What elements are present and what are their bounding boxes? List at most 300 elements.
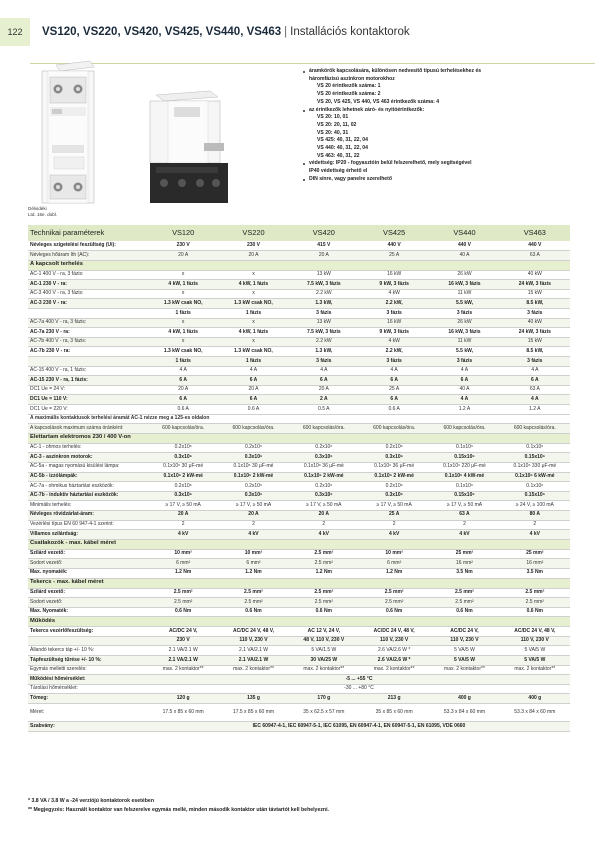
table-row: [28, 299, 570, 309]
parameter-value: 20 A: [148, 251, 218, 261]
parameter-label: AC-15 400 V - ra, 1 fázis:: [28, 366, 148, 376]
table-section-heading: [28, 260, 570, 270]
parameter-value: 0.3x10⁶: [148, 491, 218, 501]
parameter-value: 26 kW: [429, 318, 499, 328]
title-separator: |: [284, 26, 288, 38]
parameter-value: 400 g: [500, 694, 570, 704]
parameter-value: 0.2x10⁶: [218, 443, 288, 453]
table-row: [28, 462, 570, 472]
header-model: VS120: [148, 225, 218, 241]
parameter-value: 0.1x10⁶ 30 μF-mé: [148, 462, 218, 472]
parameter-value: 0.1x10⁶ 220 μF-mé: [429, 462, 499, 472]
table-section-heading: [28, 539, 570, 549]
parameter-value: 0.1x10⁶ 36 μF-mé: [359, 462, 429, 472]
header-model: VS420: [289, 225, 359, 241]
parameter-label: AC-3 - aszinkron motorok:: [28, 453, 148, 463]
parameter-value: 80 A: [500, 510, 570, 520]
section-title: Működés: [28, 617, 570, 627]
parameter-value: 4 kV: [429, 530, 499, 540]
table-row: [28, 694, 570, 704]
table-row: [28, 366, 570, 376]
parameter-value: 2.2 kW: [289, 337, 359, 347]
parameter-value: x: [148, 318, 218, 328]
parameter-value: 1.3 kW csak NO,: [218, 299, 288, 309]
feature-sub-item: VS 20 érintkezők száma: 2: [317, 91, 381, 98]
parameter-value: x: [148, 289, 218, 299]
parameter-value: 25 mm²: [500, 549, 570, 559]
parameter-value: 20 A: [289, 385, 359, 395]
parameter-label: Szilárd vezető:: [28, 588, 148, 598]
parameter-value: 0.1x10⁶ 6 kW-mé: [500, 472, 570, 482]
parameter-value: max. 2 kontaktor**: [500, 665, 570, 675]
parameter-value: 2.1 VA/2.1 W: [218, 656, 288, 666]
parameter-value: 2: [500, 520, 570, 530]
table-row: [28, 559, 570, 569]
parameter-value: 0.2x10⁶: [359, 482, 429, 492]
parameter-value: 2.5 mm²: [289, 588, 359, 598]
parameter-value: max. 2 kontaktor**: [218, 665, 288, 675]
parameter-value: 63 A: [500, 385, 570, 395]
parameter-value: 0.3x10⁶: [359, 491, 429, 501]
header-model: VS463: [500, 225, 570, 241]
parameter-value: 0.2x10⁶: [289, 482, 359, 492]
parameter-value: 0.15x10⁶: [429, 491, 499, 501]
parameter-label: [28, 636, 148, 646]
parameter-value: 24 kW, 3 fázis: [500, 280, 570, 290]
table-row: [28, 568, 570, 578]
table-row: [28, 241, 570, 251]
parameter-label: Sodort vezető:: [28, 598, 148, 608]
parameter-value: 7.5 kW, 3 fázis: [289, 328, 359, 338]
parameter-value: x: [218, 270, 288, 280]
table-note-row: [28, 414, 570, 424]
parameter-value: 25 mm²: [429, 549, 499, 559]
parameter-value: AC/DC 24 V,: [148, 627, 218, 637]
parameter-value: 2.5 mm²: [429, 588, 499, 598]
parameter-value: 3 fázis: [500, 357, 570, 367]
parameter-value: 2.6 VA/2.6 W *: [359, 656, 429, 666]
header-model: VS440: [429, 225, 499, 241]
table-section-heading: [28, 433, 570, 443]
parameter-label: Szilárd vezető:: [28, 549, 148, 559]
table-row: [28, 704, 570, 722]
parameter-value: max. 2 kontaktor**: [429, 665, 499, 675]
table-row: [28, 472, 570, 482]
parameter-value: 7.5 kW, 3 fázis: [289, 280, 359, 290]
parameter-label: Tömeg:: [28, 694, 148, 704]
parameter-value: 53.3 x 84 x 60 mm: [500, 704, 570, 722]
table-section-heading: [28, 617, 570, 627]
parameter-value: 4 kW, 1 fázis: [148, 280, 218, 290]
parameter-value: x: [218, 289, 288, 299]
parameter-value: 1 fázis: [148, 357, 218, 367]
parameter-value: 0.6 Nm: [289, 607, 359, 617]
parameter-value: x: [218, 337, 288, 347]
table-row: [28, 520, 570, 530]
parameter-label: AC-5b - izzólámpák:: [28, 472, 148, 482]
table-row: [28, 405, 570, 415]
parameter-label: Méret:: [28, 704, 148, 722]
parameter-value: 16 mm²: [500, 559, 570, 569]
parameter-value: 2.5 mm²: [289, 598, 359, 608]
parameter-value: AC/DC 24 V,: [429, 627, 499, 637]
product-category: Installációs kontaktorok: [290, 26, 410, 38]
parameter-label: Névleges rövidzárlat-áram:: [28, 510, 148, 520]
table-row: [28, 453, 570, 463]
parameter-value: ≥ 17 V, ≥ 50 mA: [148, 501, 218, 511]
parameter-value: 15 kW: [500, 289, 570, 299]
parameter-value: 6 A: [289, 376, 359, 386]
parameter-value: 16 kW: [359, 270, 429, 280]
parameter-value: 0.6 Nm: [359, 607, 429, 617]
parameter-value: 0.6 Nm: [148, 607, 218, 617]
parameter-value: 3 fázis: [359, 309, 429, 319]
parameter-value: 1 fázis: [218, 309, 288, 319]
parameter-value-shared: IEC 60947-4-1, IEC 60947-5-1, IEC 61095, EN 60947-4-1, EN 60947-5-1, EN 61095, VDE 0660: [148, 722, 570, 732]
table-row: [28, 337, 570, 347]
parameter-label: AC-1 230 V - ra:: [28, 280, 148, 290]
parameter-value: 5 VA/5 W: [500, 656, 570, 666]
section-title: Csatlakozók - max. kábel méret: [28, 539, 570, 549]
header-parameter: Technikai paraméterek: [28, 225, 148, 241]
parameter-value: 25 A: [359, 385, 429, 395]
parameter-label: AC-3 230 V - ra:: [28, 299, 148, 309]
parameter-value-shared: -30 ... +80 °C: [148, 684, 570, 694]
parameter-value: 0.1x10⁶ 2 kW-mé: [289, 472, 359, 482]
table-row: [28, 443, 570, 453]
parameter-value: 1.2 Nm: [218, 568, 288, 578]
parameter-value: 0.3x10⁶: [218, 453, 288, 463]
photo-caption: [28, 206, 57, 218]
parameter-value: 13 kW: [289, 318, 359, 328]
parameter-value: 2: [429, 520, 499, 530]
parameter-value: 6 A: [429, 376, 499, 386]
parameter-value: 3 fázis: [429, 357, 499, 367]
table-row: [28, 385, 570, 395]
parameter-value: 2.5 mm²: [429, 598, 499, 608]
parameter-label: Vezérlési típus EN 60 947-4-1 szerint:: [28, 520, 148, 530]
parameter-value: 1.3 kW,: [289, 347, 359, 357]
parameter-value: 4 A: [429, 366, 499, 376]
parameter-value: 6 mm²: [148, 559, 218, 569]
parameter-value: 35 x 85 x 60 mm: [359, 704, 429, 722]
parameter-label: AC-7a - ohmikus háztartási eszközök:: [28, 482, 148, 492]
parameter-value: 1.2 A: [429, 405, 499, 415]
parameter-value: 0.6 Nm: [429, 607, 499, 617]
parameter-value: 3 fázis: [289, 357, 359, 367]
parameter-value: 0.1x10⁶: [429, 482, 499, 492]
parameter-value-shared: -5 ... +55 °C: [148, 675, 570, 685]
parameter-value: 2.1 VA/2.1 W: [148, 656, 218, 666]
parameter-value: 3 fázis: [500, 309, 570, 319]
parameter-value: 63 A: [500, 251, 570, 261]
table-row: [28, 347, 570, 357]
parameter-value: 1.3 kW,: [289, 299, 359, 309]
table-row: [28, 491, 570, 501]
parameter-value: 213 g: [359, 694, 429, 704]
parameter-value: 40 kW: [500, 318, 570, 328]
parameter-value: 9 kW, 3 fázis: [359, 328, 429, 338]
parameter-label: Villamos szilárdság:: [28, 530, 148, 540]
table-row: [28, 270, 570, 280]
table-row: [28, 675, 570, 685]
parameter-value: 5.5 kW,: [429, 299, 499, 309]
parameter-value: 9 kW, 3 fázis: [359, 280, 429, 290]
table-row: [28, 510, 570, 520]
table-row: [28, 289, 570, 299]
parameter-value: 230 V: [218, 241, 288, 251]
parameter-value: 0.1x10⁶ 330 μF-mé: [500, 462, 570, 472]
parameter-value: 0.6 A: [359, 405, 429, 415]
parameter-label: AC-7a 400 V - ra, 3 fázis:: [28, 318, 148, 328]
feature-sub-item: VS 463: 40, 31, 22: [317, 152, 360, 159]
feature-sub-item: VS 20: 20, 11, 02: [317, 121, 357, 128]
parameter-value: 4 kW, 1 fázis: [148, 328, 218, 338]
table-row: [28, 376, 570, 386]
contactor-product-photo: [28, 57, 228, 207]
parameter-value: 6 A: [359, 395, 429, 405]
parameter-value: 0.3x10⁶: [218, 491, 288, 501]
parameter-value: 5 VA/5 W: [500, 646, 570, 656]
parameter-value: 600 kapcsolás/óra.: [218, 424, 288, 434]
parameter-label: DC1 Ue = 110 V:: [28, 395, 148, 405]
parameter-value: 30 VA/25 W: [289, 656, 359, 666]
parameter-value: ≥ 17 V, ≥ 50 mA: [429, 501, 499, 511]
parameter-value: 4 kW, 1 fázis: [218, 328, 288, 338]
parameter-value: 0.2x10⁶: [289, 443, 359, 453]
parameter-value: 440 V: [359, 241, 429, 251]
parameter-value: 2 A: [289, 395, 359, 405]
parameter-value: 2: [289, 520, 359, 530]
table-row: [28, 395, 570, 405]
parameter-value: 4 A: [359, 366, 429, 376]
parameter-value: 0.5 A: [289, 405, 359, 415]
parameter-value: 230 V: [148, 241, 218, 251]
photo-caption-line: Délvidéki: [28, 206, 47, 211]
parameter-value: 600 kapcsolás/óra.: [148, 424, 218, 434]
parameter-value: 1.2 Nm: [359, 568, 429, 578]
parameter-value: x: [148, 270, 218, 280]
parameter-value: 6 mm²: [218, 559, 288, 569]
table-row: [28, 309, 570, 319]
parameter-value: 1.2 Nm: [148, 568, 218, 578]
parameter-label: AC-7a 230 V - ra:: [28, 328, 148, 338]
table-row: [28, 646, 570, 656]
parameter-value: 2.5 mm²: [359, 588, 429, 598]
parameter-value: 4 kV: [289, 530, 359, 540]
parameter-value: 63 A: [429, 510, 499, 520]
parameter-value: 0.6 Nm: [218, 607, 288, 617]
parameter-value: 2.1 VA/2.1 W: [148, 646, 218, 656]
parameter-label: Minimális terhelés:: [28, 501, 148, 511]
table-row: [28, 598, 570, 608]
contactor-narrow-unit: [42, 61, 94, 203]
parameter-value: 4 A: [148, 366, 218, 376]
table-row: [28, 656, 570, 666]
parameter-label: AC-3 400 V - ra, 3 fázis:: [28, 289, 148, 299]
parameter-label: AC-15 230 V - ra, 1 fázis:: [28, 376, 148, 386]
table-row: [28, 636, 570, 646]
parameter-value: 3 fázis: [429, 309, 499, 319]
parameter-value: 0.6 Nm: [500, 607, 570, 617]
parameter-label: Max. nyomaték:: [28, 568, 148, 578]
feature-item: háromfázisú aszinkron motorokhoz: [309, 75, 395, 82]
parameter-value: 2.5 mm²: [359, 598, 429, 608]
parameter-value: 3 fázis: [359, 357, 429, 367]
parameter-value: 6 A: [148, 376, 218, 386]
product-models: VS120, VS220, VS420, VS425, VS440, VS463: [42, 26, 282, 38]
parameter-value: 4 A: [429, 395, 499, 405]
parameter-value: 40 A: [429, 385, 499, 395]
table-row: [28, 627, 570, 637]
parameter-value: 16 kW, 3 fázis: [429, 328, 499, 338]
parameter-value: max. 2 kontaktor**: [148, 665, 218, 675]
parameter-value: 3.5 Nm: [429, 568, 499, 578]
feature-sub-item: VS 20: 40, 31: [317, 129, 349, 136]
table-row: [28, 357, 570, 367]
parameter-value: AC/DC 24 V, 48 V,: [500, 627, 570, 637]
parameter-value: 2: [359, 520, 429, 530]
parameter-value: 2.6 VA/2.6 W *: [359, 646, 429, 656]
parameter-value: 2.2 kW,: [359, 299, 429, 309]
parameter-value: AC 12 V, 24 V,: [289, 627, 359, 637]
parameter-value: 17.5 x 85 x 60 mm: [148, 704, 218, 722]
parameter-label: AC-7b 400 V - ra, 3 fázis:: [28, 337, 148, 347]
parameter-label: Tárolási hőmérséklet:: [28, 684, 148, 694]
parameter-value: 0.2x10⁶: [359, 443, 429, 453]
feature-item: DIN sínre, vagy panelre szerelhető: [303, 176, 593, 184]
parameter-value: 3.5 Nm: [500, 568, 570, 578]
feature-item: az érintkezők lehetnek záró- és nyitóérintkezők:: [303, 107, 593, 115]
table-header-row: [28, 225, 570, 241]
parameter-value: 2.2 kW,: [359, 347, 429, 357]
parameter-value: 20 A: [148, 510, 218, 520]
table-row: [28, 318, 570, 328]
parameter-value: 4 kW, 1 fázis: [218, 280, 288, 290]
parameter-value: 20 A: [218, 510, 288, 520]
parameter-value: ≥ 24 V, ≥ 100 mA: [500, 501, 570, 511]
parameter-value: 16 kW: [359, 318, 429, 328]
parameter-value: 1 fázis: [148, 309, 218, 319]
parameter-value: ≥ 17 V, ≥ 50 mA: [218, 501, 288, 511]
parameter-value: 0.2x10⁶: [218, 482, 288, 492]
parameter-value: 4 A: [500, 366, 570, 376]
table-row: [28, 424, 570, 434]
parameter-label: Állandó tekercs táp +/- 10 %:: [28, 646, 148, 656]
parameter-value: 2.5 mm²: [148, 588, 218, 598]
parameter-value: AC/DC 24 V, 48 V,: [359, 627, 429, 637]
parameter-value: 24 kW, 3 fázis: [500, 328, 570, 338]
parameter-label: Egymás melletti szerelés:: [28, 665, 148, 675]
parameter-value: 13 kW: [289, 270, 359, 280]
parameter-value: 5 VA/1.5 W: [289, 646, 359, 656]
parameter-value: 2.1 VA/2.1 W: [218, 646, 288, 656]
table-row: [28, 328, 570, 338]
parameter-value: 8.5 kW,: [500, 347, 570, 357]
parameter-value: 10 mm²: [359, 549, 429, 559]
parameter-value: 0.3x10⁶: [148, 453, 218, 463]
parameter-label: Max. Nyomaték:: [28, 607, 148, 617]
parameter-value: 5.5 kW,: [429, 347, 499, 357]
footnote: * 3.8 VA / 3.8 W a -24 verziójú kontaktorok esetében: [28, 798, 154, 804]
parameter-value: 2.5 mm²: [500, 588, 570, 598]
table-row: [28, 684, 570, 694]
page-title: [42, 18, 410, 46]
table-section-heading: [28, 578, 570, 588]
feature-sub-item: VS 20 érintkezők száma: 1: [317, 83, 381, 90]
parameter-label: Szabvány:: [28, 722, 148, 732]
parameter-value: 3 fázis: [289, 309, 359, 319]
parameter-value: 6 A: [218, 376, 288, 386]
table-row: [28, 665, 570, 675]
parameter-label: AC-1 400 V - ra, 3 fázis:: [28, 270, 148, 280]
header-model: VS425: [359, 225, 429, 241]
photo-caption-line: Ltd. 15e. dobl.: [28, 212, 58, 217]
parameter-value: 4 kW: [359, 289, 429, 299]
feature-list: [303, 68, 593, 184]
parameter-value: 0.6 A: [218, 405, 288, 415]
parameter-label: Névleges szigetelési feszültség (Ui):: [28, 241, 148, 251]
parameter-value: 0.2x10⁶: [148, 443, 218, 453]
footnotes: [28, 797, 329, 815]
feature-item: IP40 védettség érhető el: [309, 168, 368, 175]
parameter-value: 26 kW: [429, 270, 499, 280]
parameter-value: 20 A: [289, 251, 359, 261]
parameter-value: 170 g: [289, 694, 359, 704]
parameter-value: 53.3 x 84 x 60 mm: [429, 704, 499, 722]
parameter-value: 20 A: [218, 251, 288, 261]
parameter-value: 0.1x10⁶ 30 μF-mé: [218, 462, 288, 472]
parameter-value: 2.5 mm²: [289, 559, 359, 569]
parameter-label: AC-7b - induktív háztartási eszközök:: [28, 491, 148, 501]
parameter-label: Működési hőmérséklet:: [28, 675, 148, 685]
parameter-value: 4 A: [289, 366, 359, 376]
parameter-value: 1.3 kW csak NO,: [148, 347, 218, 357]
parameter-value: 2: [148, 520, 218, 530]
parameter-value: 2.5 mm²: [218, 588, 288, 598]
parameter-value: 25 A: [359, 510, 429, 520]
parameter-value: 40 kW: [500, 270, 570, 280]
parameter-value: 110 V, 230 V: [500, 636, 570, 646]
table-row: [28, 530, 570, 540]
parameter-value: max. 2 kontaktor**: [359, 665, 429, 675]
parameter-value: 2.5 mm²: [289, 549, 359, 559]
parameter-value: 2.5 mm²: [500, 598, 570, 608]
parameter-value: 0.3x10⁶: [359, 453, 429, 463]
parameter-value: 20 A: [218, 385, 288, 395]
parameter-value: 48 V, 110 V, 230 V: [289, 636, 359, 646]
parameter-value: 5 VA/5 W: [429, 656, 499, 666]
parameter-value: 4 kV: [148, 530, 218, 540]
page-number: 122: [0, 18, 30, 46]
feature-item: áramkörök kapcsolására, különösen nedvesítő típusú terhelésekhez és: [303, 68, 593, 76]
parameter-value: 0.1x10⁶: [500, 482, 570, 492]
parameter-value: 4 kV: [500, 530, 570, 540]
parameter-value: 40 A: [429, 251, 499, 261]
parameter-label: DC1 Ue = 220 V:: [28, 405, 148, 415]
parameter-value: 0.1x10⁶ 36 μF-mé: [289, 462, 359, 472]
parameter-value: 4 kV: [359, 530, 429, 540]
parameter-label: [28, 309, 148, 319]
parameter-value: 10 mm²: [218, 549, 288, 559]
parameter-value: ≥ 17 V, ≥ 50 mA: [289, 501, 359, 511]
parameter-value: 35 x 62.5 x 57 mm: [289, 704, 359, 722]
table-row: [28, 549, 570, 559]
parameter-value: 11 kW: [429, 289, 499, 299]
parameter-label: DC1 Ue = 24 V:: [28, 385, 148, 395]
parameter-value: 16 mm²: [429, 559, 499, 569]
parameter-value: 440 V: [500, 241, 570, 251]
